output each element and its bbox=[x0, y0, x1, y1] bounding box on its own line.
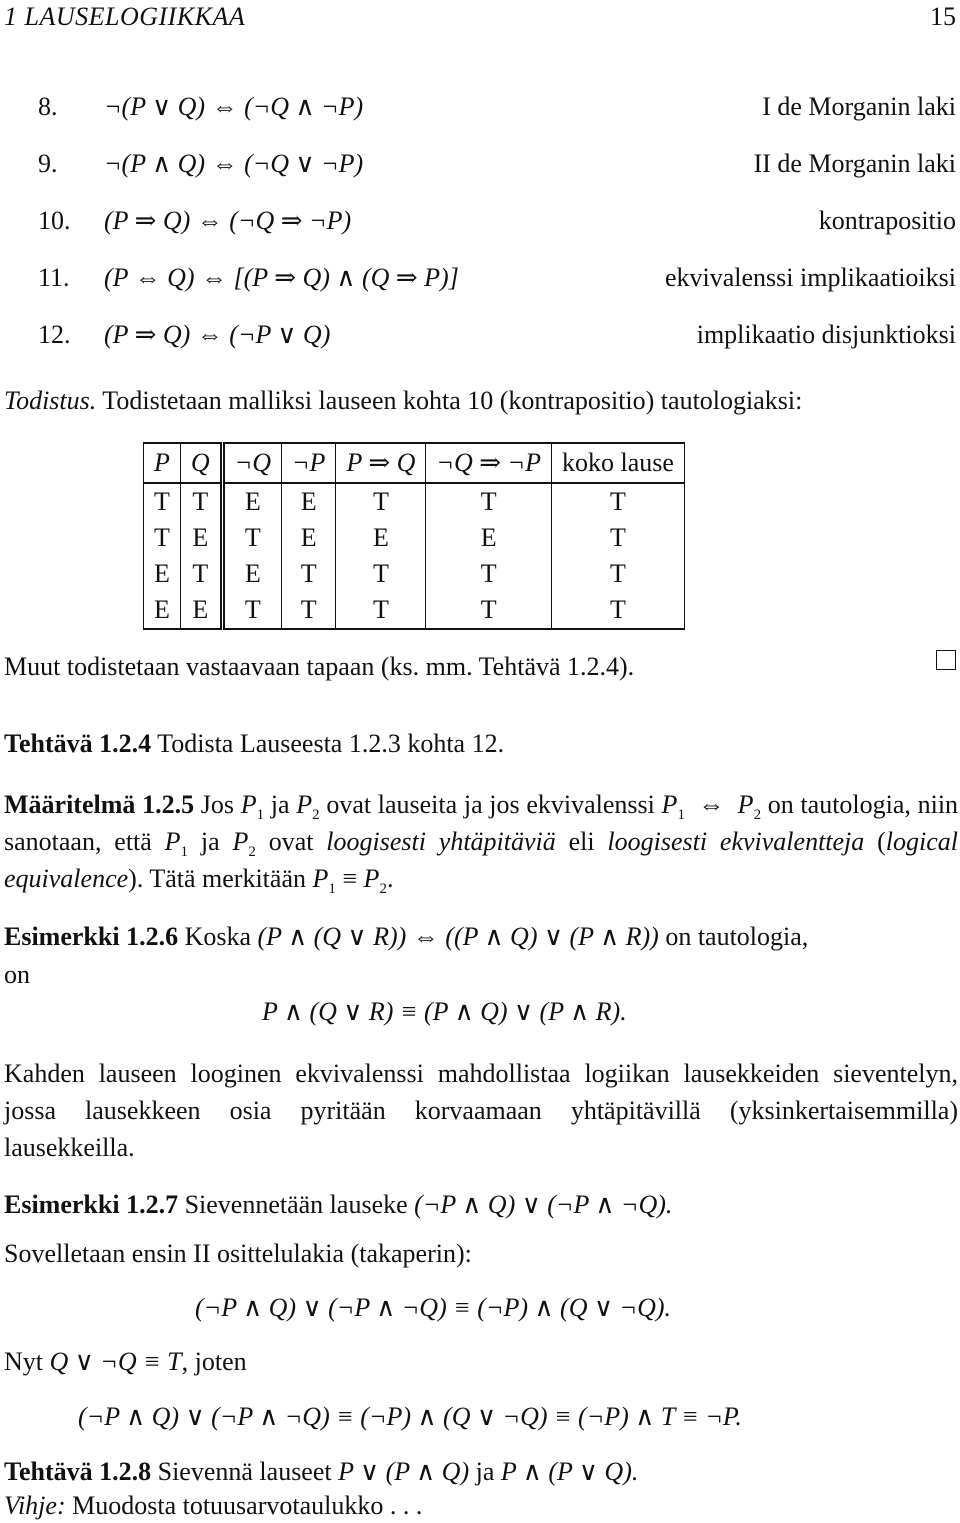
truth-table-header bbox=[144, 443, 685, 483]
law-number: 8. bbox=[38, 92, 58, 121]
example-1-2-7-line1 bbox=[4, 1188, 672, 1222]
example-text: on bbox=[4, 960, 30, 989]
table-header-cell: P bbox=[144, 443, 181, 483]
display-equation: P ∧ (Q ∨ R) ≡ (P ∧ Q) ∨ (P ∧ R). bbox=[262, 997, 627, 1026]
table-header-cell: ¬P bbox=[282, 443, 336, 483]
proof-intro bbox=[4, 384, 802, 418]
table-cell: E bbox=[180, 592, 222, 629]
table-cell: T bbox=[222, 520, 281, 556]
table-cell: E bbox=[222, 556, 281, 592]
proof-text: Todistetaan malliksi lauseen kohta 10 (kontrapositio) tautologiaksi: bbox=[102, 386, 803, 415]
table-cell: E bbox=[282, 483, 336, 520]
example-1-2-7-line4 bbox=[4, 1345, 247, 1379]
exercise-1-2-8 bbox=[4, 1455, 638, 1489]
example-text: on tautologia, bbox=[665, 922, 809, 951]
definition-term: logical equivalence bbox=[4, 827, 958, 893]
example-label: Esimerkki 1.2.7 bbox=[4, 1190, 179, 1219]
definition-term: loogisesti ekvivalentteja bbox=[607, 827, 865, 856]
definition-text: ja bbox=[270, 790, 290, 819]
table-header-cell: ¬Q ⇒ ¬P bbox=[426, 443, 552, 483]
exercise-1-2-4 bbox=[4, 727, 504, 761]
law-name: I de Morganin laki bbox=[762, 92, 956, 121]
table-header-cell: ¬Q bbox=[222, 443, 281, 483]
example-formula: Q ∨ ¬Q ≡ T bbox=[49, 1347, 182, 1376]
example-formula: (¬P ∧ Q) ∨ (¬P ∧ ¬Q). bbox=[414, 1190, 673, 1219]
table-cell: E bbox=[222, 483, 281, 520]
law-formula: (P ⇔ Q) ⇔ [(P ⇒ Q) ∧ (Q ⇒ P)] bbox=[104, 263, 459, 292]
table-cell: T bbox=[144, 520, 181, 556]
table-header-cell: koko lause bbox=[551, 443, 684, 483]
exercise-text: Todista Lauseesta 1.2.3 kohta 12. bbox=[157, 729, 505, 758]
proof-label: Todistus. bbox=[4, 386, 97, 415]
table-row bbox=[144, 592, 685, 629]
qed-box-icon bbox=[936, 650, 956, 670]
exercise-text: ja bbox=[475, 1457, 495, 1486]
table-cell: T bbox=[551, 592, 684, 629]
table-cell: E bbox=[144, 556, 181, 592]
table-cell: T bbox=[551, 520, 684, 556]
body-paragraph: Kahden lauseen looginen ekvivalenssi mahdollistaa logiikan lausekkeiden sieventelyn, jossa lausekkeen osia pyritään korvaamaan yhtäpitävillä (yksinkertaisemmilla) lausekkeilla. bbox=[4, 1059, 958, 1162]
example-label: Esimerkki 1.2.6 bbox=[4, 922, 179, 951]
exercise-label: Tehtävä 1.2.8 bbox=[4, 1457, 152, 1486]
definition-text: ja bbox=[200, 827, 220, 856]
table-row bbox=[144, 483, 685, 520]
law-number: 9. bbox=[38, 149, 58, 178]
exercise-label: Tehtävä 1.2.4 bbox=[4, 729, 152, 758]
definition-text: . bbox=[386, 864, 394, 893]
law-number: 12. bbox=[38, 320, 71, 349]
table-cell: T bbox=[180, 556, 222, 592]
law-name: kontrapositio bbox=[818, 206, 956, 235]
law-name: ekvivalenssi implikaatioiksi bbox=[664, 263, 956, 292]
exercise-formula: P ∧ (P ∨ Q). bbox=[500, 1457, 639, 1486]
definition-1-2-5: Määritelmä 1.2.5 Jos $P_1$ ja $P_2$ ovat lauseita ja jos ekvivalenssi $P_1$ ⇔ $P_2$ on tautologia, niin sanotaan, että $P_1$ ja $P_2$ ovat loogisesti yhtäpitäviä eli loogisesti ekvivalentteja (logical equivalence). Tätä merkitään $P_1 \equiv P_2$. bbox=[4, 790, 959, 898]
table-cell: E bbox=[180, 520, 222, 556]
example-formula: (P ∧ (Q ∨ R)) ⇔ ((P ∧ Q) ∨ (P ∧ R)) bbox=[257, 922, 659, 951]
law-number: 10. bbox=[38, 206, 71, 235]
law-formula: ¬(P ∧ Q) ⇔ (¬Q ∨ ¬P) bbox=[104, 149, 364, 178]
example-1-2-6-line1 bbox=[4, 920, 808, 954]
law-formula: (P ⇒ Q) ⇔ (¬Q ⇒ ¬P) bbox=[104, 206, 352, 235]
definition-text: ( bbox=[877, 827, 886, 856]
example-text: Sievennetään lauseke bbox=[184, 1190, 408, 1219]
example-text: Nyt bbox=[4, 1347, 43, 1376]
table-cell: T bbox=[426, 592, 552, 629]
table-cell: T bbox=[180, 483, 222, 520]
definition-text: ovat bbox=[268, 827, 314, 856]
definition-text: eli bbox=[568, 827, 595, 856]
exercise-text: Sievennä lauseet bbox=[157, 1457, 332, 1486]
page-number: 15 bbox=[930, 2, 956, 31]
display-equation: (¬P ∧ Q) ∨ (¬P ∧ ¬Q) ≡ (¬P) ∧ (Q ∨ ¬Q). bbox=[195, 1293, 671, 1322]
table-cell: T bbox=[282, 556, 336, 592]
table-row bbox=[144, 556, 685, 592]
table-cell: T bbox=[551, 556, 684, 592]
display-equation: (¬P ∧ Q) ∨ (¬P ∧ ¬Q) ≡ (¬P) ∧ (Q ∨ ¬Q) ≡ (¬P) ∧ T ≡ ¬P. bbox=[78, 1402, 742, 1431]
table-cell: T bbox=[551, 483, 684, 520]
example-text: Sovelletaan ensin II osittelulakia (takaperin): bbox=[4, 1239, 472, 1268]
proof-conclusion: Muut todistetaan vastaavaan tapaan (ks. mm. Tehtävä 1.2.4). bbox=[4, 652, 635, 681]
law-name: II de Morganin laki bbox=[753, 149, 956, 178]
table-cell: T bbox=[426, 483, 552, 520]
law-name: implikaatio disjunktioksi bbox=[696, 320, 956, 349]
chapter-title: 1 LAUSELOGIIKKAA bbox=[4, 2, 246, 31]
table-cell: T bbox=[144, 483, 181, 520]
table-header-cell: P ⇒ Q bbox=[336, 443, 426, 483]
table-cell: T bbox=[336, 483, 426, 520]
law-formula: ¬(P ∨ Q) ⇔ (¬Q ∧ ¬P) bbox=[104, 92, 364, 121]
hint-text: Muodosta totuusarvotaulukko . . . bbox=[72, 1491, 423, 1520]
law-number: 11. bbox=[38, 263, 70, 292]
table-cell: E bbox=[426, 520, 552, 556]
definition-term: loogisesti yhtäpitäviä bbox=[326, 827, 556, 856]
table-cell: E bbox=[144, 592, 181, 629]
definition-text: on tautologia, niin sanotaan, että bbox=[4, 790, 959, 856]
table-cell: E bbox=[336, 520, 426, 556]
law-formula: (P ⇒ Q) ⇔ (¬P ∨ Q) bbox=[104, 320, 331, 349]
table-cell: E bbox=[282, 520, 336, 556]
hint-label: Vihje: bbox=[4, 1491, 66, 1520]
definition-label: Määritelmä 1.2.5 bbox=[4, 790, 195, 819]
exercise-hint bbox=[4, 1489, 422, 1523]
example-text: Koska bbox=[184, 922, 252, 951]
table-row bbox=[144, 520, 685, 556]
table-cell: T bbox=[282, 592, 336, 629]
definition-text: Jos bbox=[200, 790, 235, 819]
table-cell: T bbox=[336, 592, 426, 629]
definition-text: ). Tätä merkitään bbox=[128, 864, 306, 893]
definition-text: ovat lauseita ja jos ekvivalenssi bbox=[326, 790, 655, 819]
table-cell: T bbox=[426, 556, 552, 592]
exercise-formula: P ∨ (P ∧ Q) bbox=[338, 1457, 470, 1486]
table-cell: T bbox=[336, 556, 426, 592]
truth-table bbox=[143, 442, 685, 630]
table-header-cell: Q bbox=[180, 443, 222, 483]
table-cell: T bbox=[222, 592, 281, 629]
example-text: , joten bbox=[181, 1347, 247, 1376]
